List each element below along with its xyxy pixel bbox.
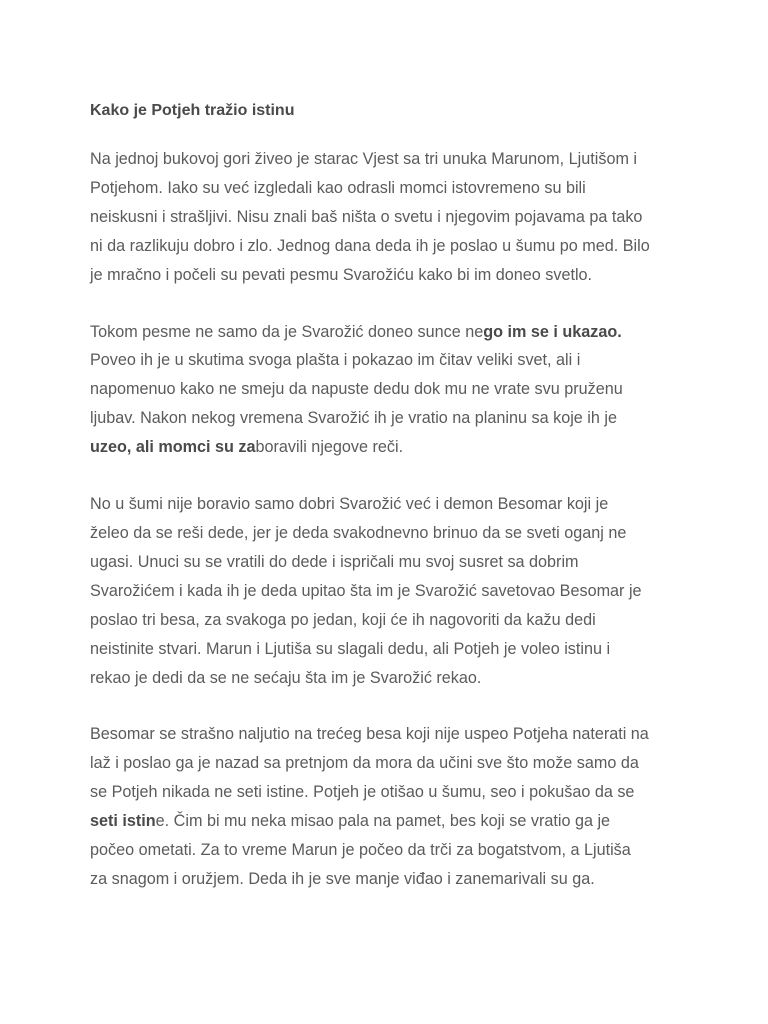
document-page [90,97,700,922]
paragraph [90,145,700,290]
paragraph [90,318,700,463]
text-line [90,807,700,836]
text-segment: počeo ometati. Za to vreme Marun je počeo da trči za bogatstvom, a Ljutiša [90,841,631,860]
bold-text-segment: uzeo, ali momci su za [90,438,256,457]
text-line [90,519,700,548]
text-segment: boravili njegove reči. [255,438,404,457]
text-segment: Poveo ih je u skutima svoga plašta i pokazao im čitav veliki svet, ali i [90,351,581,370]
text-line [90,174,700,203]
text-segment: Besomar se strašno naljutio na trećeg besa koji nije uspeo Potjeha naterati na [90,725,649,744]
text-line [90,778,700,807]
bold-text-segment: seti istin [90,812,156,831]
text-segment: neiskusni i strašljivi. Nisu znali baš ništa o svetu i njegovim pojavama pa tako [90,207,643,226]
text-segment: Na jednoj bukovoj gori živeo je starac Vjest sa tri unuka Marunom, Ljutišom i [90,150,638,168]
text-line [90,577,700,606]
text-line [90,232,700,261]
text-line [90,375,700,404]
text-line [90,261,700,290]
text-line [90,145,700,174]
text-line [90,865,700,894]
text-segment: laž i poslao ga je nazad sa pretnjom da mora da učini sve što može samo da [90,754,639,773]
text-line [90,664,700,693]
text-segment: želeo da se reši dede, jer je deda svakodnevno brinuo da se sveti oganj ne [90,523,627,542]
text-segment: za snagom i oružjem. Deda ih je sve manje viđao i zanemarivali su ga. [90,869,595,888]
document-title: Kako je Potjeh tražio istinu [90,102,295,119]
text-line [90,720,700,749]
text-segment: neistinite stvari. Marun i Ljutiša su slagali dedu, ali Potjeh je voleo istinu i [90,639,611,658]
text-segment: se Potjeh nikada ne seti istine. Potjeh je otišao u šumu, seo i pokušao da se [90,783,635,802]
text-segment: ugasi. Unuci su se vratili do dede i ispričali mu svoj susret sa dobrim [90,552,579,571]
text-line [90,548,700,577]
text-segment: Svarožićem i kada ih je deda upitao šta im je Svarožić savetovao Besomar je [90,581,642,600]
text-line [90,490,700,519]
text-segment: poslao tri besa, za svakoga po jedan, koji će ih nagovoriti da kažu dedi [90,610,596,629]
bold-text-segment: go im se i ukazao. [483,322,622,341]
text-line [90,433,700,462]
text-segment: je mračno i počeli su pevati pesmu Svarožiću kako bi im doneo svetlo. [90,265,593,284]
document-body [90,145,700,894]
text-segment: rekao je dedi da se ne sećaju šta im je Svarožić rekao. [90,668,482,687]
text-line [90,318,700,347]
text-segment: No u šumi nije boravio samo dobri Svarožić već i demon Besomar koji je [90,495,609,514]
text-line [90,203,700,232]
text-segment: ljubav. Nakon nekog vremena Svarožić ih je vratio na planinu sa koje ih je [90,409,617,428]
text-segment: ni da razlikuju dobro i zlo. Jednog dana deda ih je poslao u šumu po med. Bilo [90,236,650,255]
text-segment: Tokom pesme ne samo da je Svarožić doneo sunce ne [90,322,484,341]
text-segment: napomenuo kako ne smeju da napuste dedu dok mu ne vrate svu pruženu [90,380,623,399]
paragraph [90,720,700,893]
text-line [90,346,700,375]
text-segment: Potjehom. Iako su već izgledali kao odrasli momci istovremeno su bili [90,178,586,197]
text-segment: e. Čim bi mu neka misao pala na pamet, bes koji se vratio ga je [155,812,611,831]
text-line [90,836,700,865]
text-line [90,404,700,433]
text-line [90,749,700,778]
text-line [90,606,700,635]
text-line [90,635,700,664]
paragraph [90,490,700,692]
